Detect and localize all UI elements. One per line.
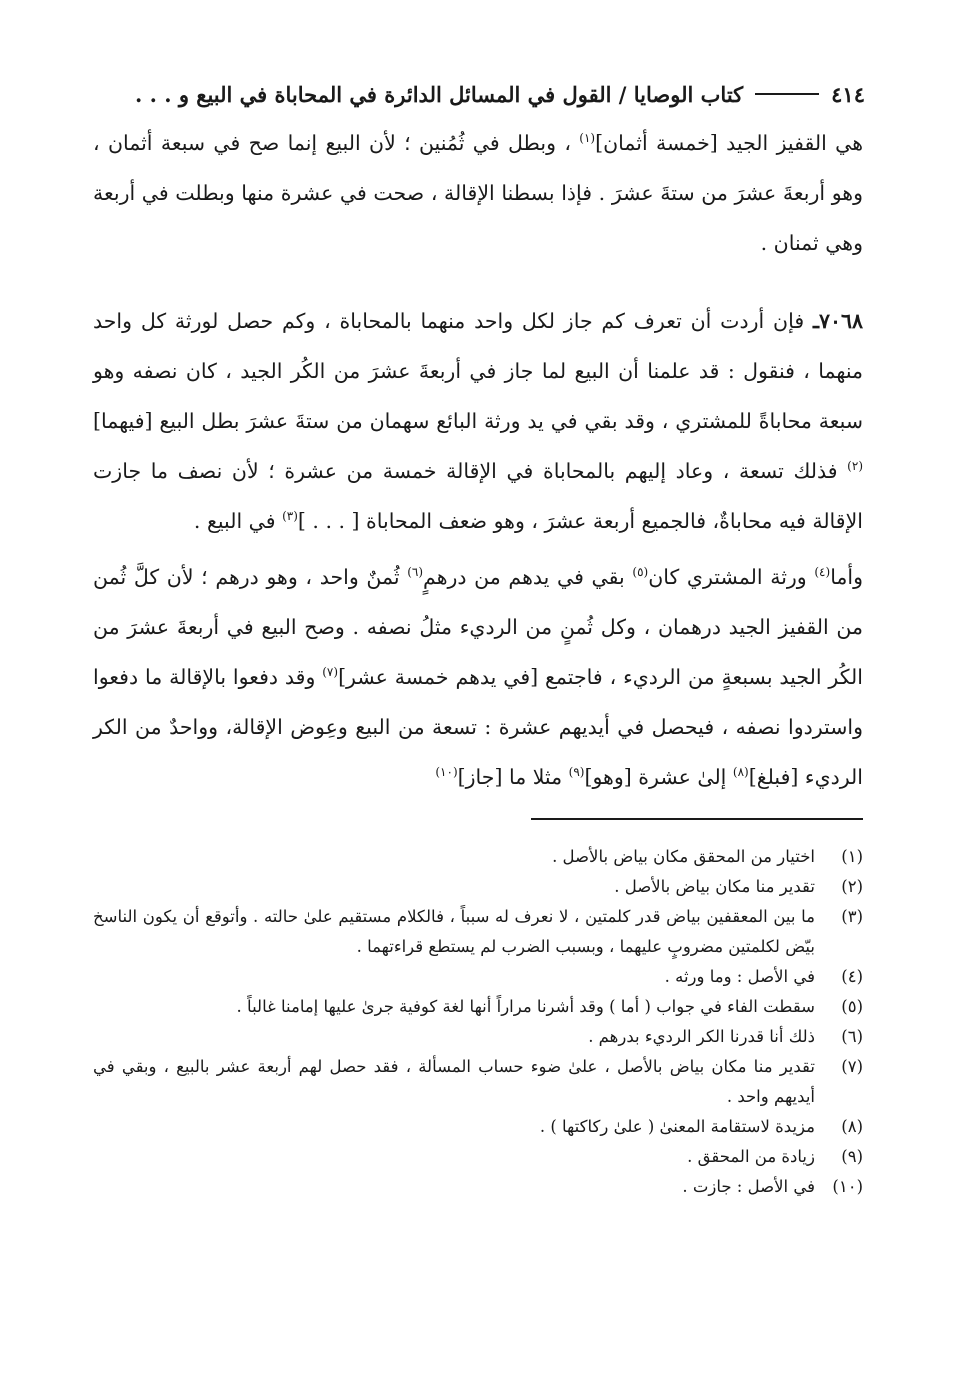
footnote-marker: (١) [579,131,596,146]
footnote [93,1112,863,1142]
footnote-number: (١٠) [832,1177,863,1196]
text-run: وقد دفعوا بالإقالة ما دفعوا واستردوا نصفه ، فيحصل في أيديهم عشرة : تسعة من البيع وعِوض الإقالة، وواحدٌ من الكر الرديء [فبلغ] [93,665,863,789]
text-run: ، وبطل في ثُمُنين ؛ لأن البيع إنما صح في سبعة أثمان ، وهو أربعةَ عشرَ من ستةَ عشرَ . فإذا بسطنا الإقالة ، صحت في عشرة منها وبطلت في أربعة وهي ثمنان . [93,131,863,255]
footnote [93,902,863,962]
footnote-text: مزيدة لاستقامة المعنىٰ ( علىٰ ركاكتها ) . [539,1117,815,1136]
text-run: هي القفيز الجيد [خمسة أثمان] [595,131,863,155]
footnote-marker: (٤) [814,565,831,580]
footnote-number: (٥) [841,997,863,1016]
running-title: كتاب الوصايا / القول في المسائل الدائرة في المحاباة في البيع و . . . [134,81,744,107]
paragraph-7068 [93,296,863,546]
footnote-number: (١) [841,847,863,866]
footnote-marker: (٨) [732,765,749,780]
text-run: في البيع . [193,509,283,533]
paragraph-number: ٧٠٦٨ـ [812,309,863,333]
footnote-marker: (٥) [632,565,649,580]
footnote [93,962,863,992]
footnote-text: زيادة من المحقق . [687,1147,815,1166]
footnote-text: سقطت الفاء في جواب ( أما ) وقد أشرنا مراراً أنها لغة كوفية جرىٰ عليها إمامنا غالباً . [236,997,815,1016]
footnote-marker: (٧) [322,665,339,680]
footnote-marker: (٦) [407,565,424,580]
footnote [93,1142,863,1172]
footnote [93,1052,863,1112]
text-run: ورثة المشتري كان [648,565,815,589]
footnote [93,842,863,872]
footnote-text: في الأصل : جازت . [682,1177,815,1196]
footnote-number: (٢) [841,877,863,896]
footnote-number: (٧) [841,1057,863,1076]
footnote-text: ذلك أنا قدرنا الكر الرديء بدرهم . [588,1027,815,1046]
footnote-text: تقدير منا مكان بياض بالأصل ، علىٰ ضوء حساب المسألة ، فقد حصل لهم أربعة عشر بالبيع ، وبقي في أيديهم واحد . [93,1057,815,1106]
footnote-number: (٨) [841,1117,863,1136]
footnote-number: (٣) [841,907,863,926]
footnote-marker: (٢) [847,459,863,474]
footnote-marker: (١٠) [435,765,458,780]
text-run: فذلك تسعة ، وعاد إليهم بالمحاباة في الإقالة خمسة من عشرة ؛ لأن نصف ما جازت الإقالة فيه محاباةٌ، فالجميع أربعة عشرَ ، وهو ضعف المحاباة [ . . . ] [93,459,863,533]
text-run: مثلا ما [جاز] [457,765,569,789]
footnote-marker: (٣) [282,509,298,524]
footnote-text: اختيار من المحقق مكان بياض بالأصل . [552,847,815,866]
text-run: فإن أردت أن تعرف كم جاز لكل واحد منهما بالمحاباة ، وكم حصل لورثة كل واحد منهما ، فنقول : قد علمنا أن البيع لما جاز في أربعةَ عشرَ من الكُر الجيد ، كان نصفه وهو سبعة محاباةً للمشتري ، وقد بقي في يد ورثة البائع سهمان من ستةَ عشرَ بطل البيع [فيهما] [93,309,863,433]
paragraph-spacer [93,268,863,296]
text-run: إلىٰ عشرة [وهو] [584,765,733,789]
footnote [93,992,863,1022]
running-header [88,74,865,114]
header-rule [755,93,819,95]
footnote-number: (٩) [841,1147,863,1166]
footnote-text: في الأصل : وما ورثه . [664,967,815,986]
page-number: ٤١٤ [831,81,865,107]
main-text [93,118,863,802]
footnote [93,1172,863,1202]
footnote-separator [531,818,863,820]
footnote-number: (٤) [841,967,863,986]
footnotes [93,842,863,1202]
footnote-number: (٦) [841,1027,863,1046]
paragraph-continuation [93,118,863,268]
footnote-marker: (٩) [568,765,585,780]
footnote [93,872,863,902]
text-run: وأما [830,565,864,589]
footnote [93,1022,863,1052]
footnote-text: تقدير منا مكان بياض بالأصل . [614,877,815,896]
text-run: بقي في يدهم من درهمٍ [423,565,633,589]
footnote-text: ما بين المعقفين بياض قدر كلمتين ، لا نعرف له سبباً ، فالكلام مستقيم علىٰ حالته . وأتوقع أن يكون الناسخ بيّض لكلمتين مضروبٍ عليهما ، وبسبب الضرب لم يستطع قراءتهما . [93,907,815,956]
text-run: ثُمنٌ واحد ، وهو درهم ؛ لأن كلَّ ثُمن من القفيز الجيد درهمان ، وكل ثُمنٍ من الرديء مثلُ نصفه . وصح البيع في أربعةَ عشرَ من الكُر الجيد بسبعةٍ من الرديء ، فاجتمع [في يدهم خمسة عشر] [93,565,863,689]
paragraph-heirs-of-buyer [93,552,863,802]
